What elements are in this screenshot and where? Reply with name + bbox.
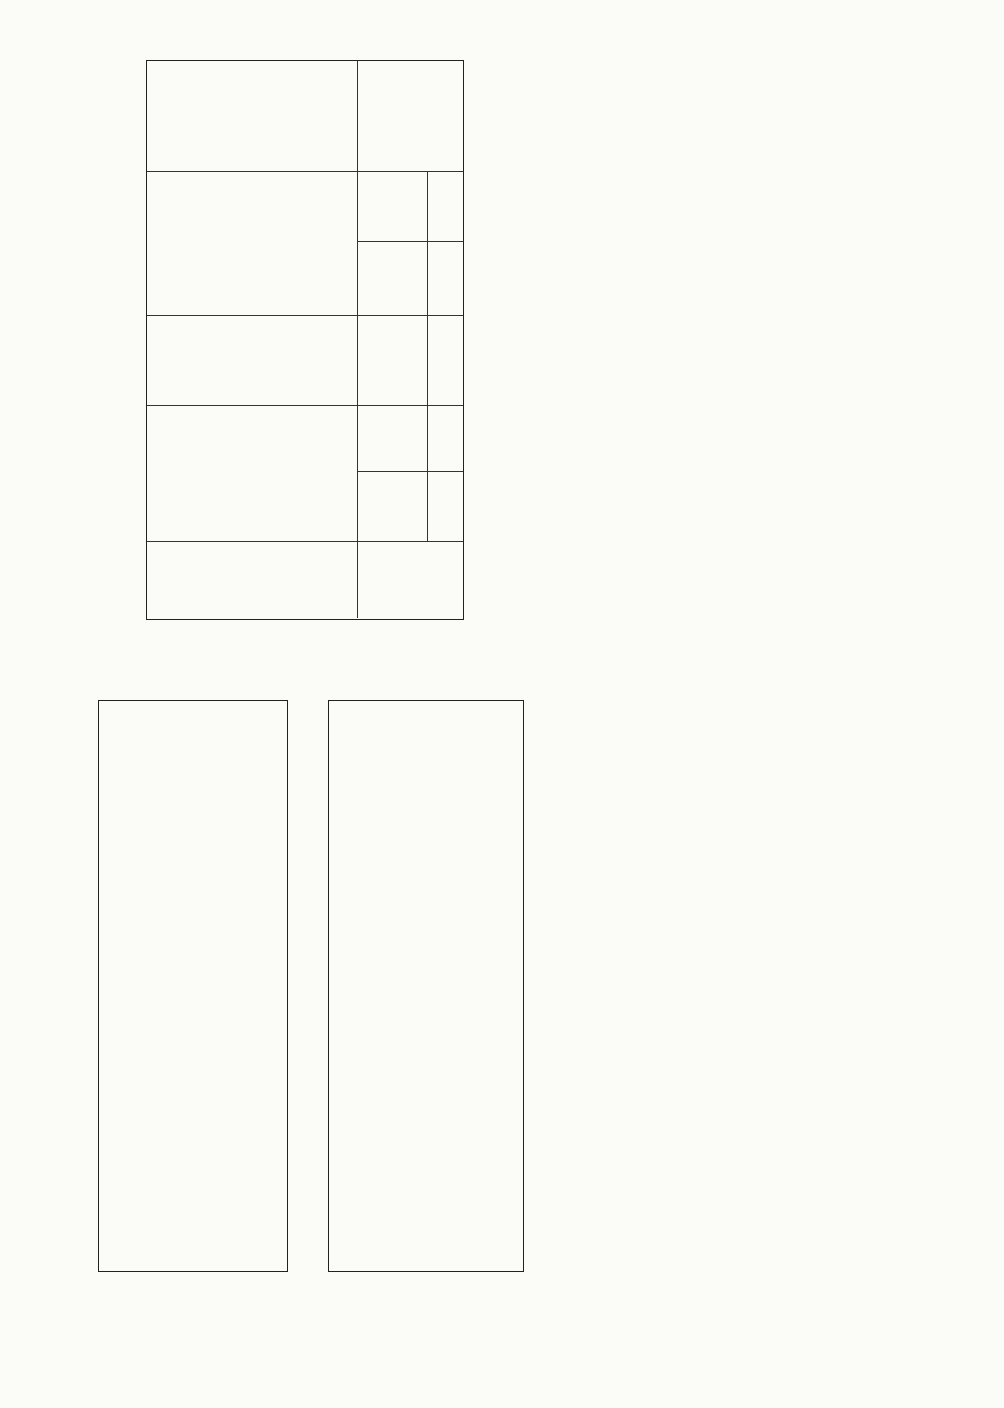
table7-ex1 [328,700,524,1272]
table6-sub-face-1 [387,177,421,237]
table6-diff-header [373,551,423,613]
table6-sub-face-2 [387,411,421,467]
table6 [146,60,464,620]
table7-ex2 [98,700,288,1272]
table6-sub-value-2 [373,477,423,539]
table6-sub-value-1 [373,249,423,311]
